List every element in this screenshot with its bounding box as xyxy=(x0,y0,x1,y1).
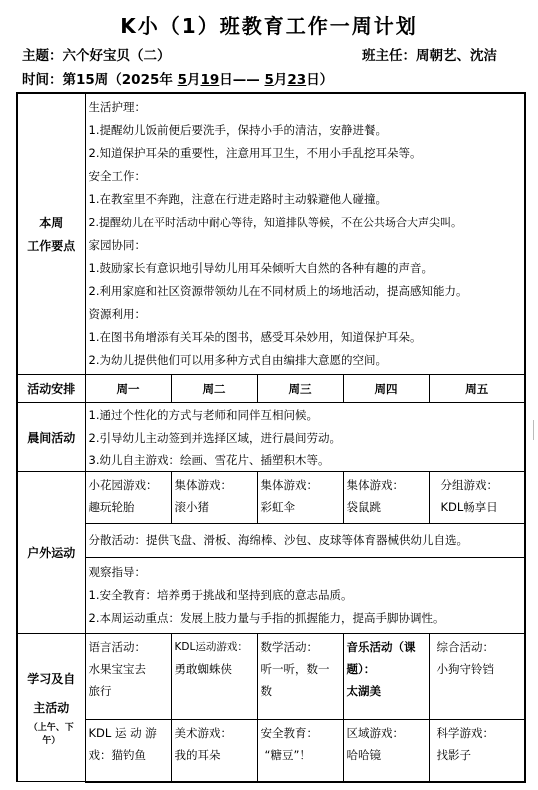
outdoor-cell-wednesday xyxy=(257,472,343,524)
time-week: 第15周（2025年 xyxy=(62,72,173,88)
learning-cell-monday-2 xyxy=(85,720,171,782)
morning-content xyxy=(85,403,525,472)
outdoor-cell-label: 集体游戏： xyxy=(346,478,404,492)
cell-line: 找影子 xyxy=(436,748,471,762)
focus-line: 家园协同： xyxy=(88,238,146,252)
time-day-end-suffix: 日） xyxy=(306,72,334,88)
scatter-text: 分散活动：提供飞盘、滑板、海绵棒、沙包、皮球等体育器械供幼儿自选。 xyxy=(88,533,468,547)
time-label: 时间： xyxy=(22,72,63,88)
teacher-line xyxy=(362,44,497,64)
day-tuesday: 周二 xyxy=(171,375,257,403)
focus-row xyxy=(17,93,525,375)
cell-line: 音乐活动（课 xyxy=(346,640,416,654)
learning-cell-wednesday-2 xyxy=(257,720,343,782)
cell-line: KDL 运 动 游 xyxy=(88,726,157,740)
cell-line: 太湖美 xyxy=(346,684,381,698)
cell-line: 听一听，数一 xyxy=(260,662,330,676)
outdoor-cell-value: 袋鼠跳 xyxy=(346,500,381,514)
cell-line: 哈哈镜 xyxy=(346,748,381,762)
outdoor-cell-label: 小花园游戏： xyxy=(88,478,158,492)
time-month-start-suffix: 月 xyxy=(186,72,201,88)
cell-line: 科学游戏： xyxy=(436,726,494,740)
focus-line: 1.在图书角增添有关耳朵的图书，感受耳朵妙用，知道保护耳朵。 xyxy=(88,330,422,344)
outdoor-scatter-row xyxy=(17,524,525,558)
focus-line: 安全工作： xyxy=(88,169,146,183)
time-day-end: 23 xyxy=(287,72,307,88)
morning-header: 晨间活动 xyxy=(17,403,85,472)
time-line xyxy=(22,68,333,88)
learning-header xyxy=(17,634,85,782)
cell-line: 语言活动： xyxy=(88,640,146,654)
morning-line: 1.通过个性化的方式与老师和同伴互相问候。 xyxy=(88,408,318,422)
focus-content xyxy=(85,93,525,375)
day-wednesday: 周三 xyxy=(257,375,343,403)
focus-header-line2: 工作要点 xyxy=(27,239,76,253)
time-day-start: 19 xyxy=(200,72,220,88)
outdoor-cell-friday xyxy=(429,472,525,524)
theme-label: 主题： xyxy=(22,48,63,64)
cell-line: 戏：猫钓鱼 xyxy=(88,748,146,762)
cell-line: KDL运动游戏： xyxy=(174,641,248,653)
outdoor-observe xyxy=(85,558,525,634)
outdoor-observe-row xyxy=(17,558,525,634)
margin-marker xyxy=(533,420,538,440)
focus-line: 1.提醒幼儿饭前便后要洗手，保持小手的清洁，安静进餐。 xyxy=(88,123,387,137)
cell-line: 区域游戏： xyxy=(346,726,404,740)
time-separator: 日—— xyxy=(219,72,260,88)
learning-cell-thursday-2 xyxy=(343,720,429,782)
schedule-row xyxy=(17,375,525,403)
cell-line: 旅行 xyxy=(88,684,112,698)
learning-cell-wednesday xyxy=(257,634,343,720)
learning-cell-friday xyxy=(429,634,525,720)
cell-line: 数学活动： xyxy=(260,640,318,654)
observe-line: 观察指导： xyxy=(88,565,146,579)
focus-line: 生活护理： xyxy=(88,100,146,114)
focus-line: 1.在教室里不奔跑，注意在行进走路时主动躲避他人碰撞。 xyxy=(88,192,387,206)
focus-line: 资源利用： xyxy=(88,307,146,321)
learning-note-line2: 午） xyxy=(42,735,61,746)
outdoor-scatter xyxy=(85,524,525,558)
outdoor-cell-label: 集体游戏： xyxy=(260,478,318,492)
cell-line: 勇敢蜘蛛侠 xyxy=(174,662,232,676)
learning-note-line1: （上午、下 xyxy=(28,722,74,733)
outdoor-cell-thursday xyxy=(343,472,429,524)
cell-line: 安全教育： xyxy=(260,726,318,740)
cell-line: 数 xyxy=(260,684,272,698)
theme-value: 六个好宝贝（二） xyxy=(62,48,171,64)
cell-line: 美术游戏： xyxy=(174,726,232,740)
morning-row xyxy=(17,403,525,472)
outdoor-cell-value: KDL畅享日 xyxy=(440,500,498,514)
learning-cell-friday-2 xyxy=(429,720,525,782)
time-month-end: 5 xyxy=(264,72,274,88)
cell-line: 水果宝宝去 xyxy=(88,662,146,676)
outdoor-cell-label: 分组游戏： xyxy=(440,478,498,492)
morning-line: 3.幼儿自主游戏：绘画、雪花片、插塑积木等。 xyxy=(88,453,330,467)
day-friday: 周五 xyxy=(429,375,525,403)
focus-header xyxy=(17,93,85,375)
cell-line: 小狗守铃铛 xyxy=(436,662,494,676)
learning-header-line1: 学习及自 xyxy=(27,671,76,686)
learning-cell-tuesday xyxy=(171,634,257,720)
morning-line: 2.引导幼儿主动签到并选择区域，进行晨间劳动。 xyxy=(88,431,341,445)
day-thursday: 周四 xyxy=(343,375,429,403)
learning-cell-thursday xyxy=(343,634,429,720)
focus-line: 2.利用家庭和社区资源带领幼儿在不同材质上的场地活动，提高感知能力。 xyxy=(88,284,468,298)
learning-cell-monday xyxy=(85,634,171,720)
focus-header-line1: 本周 xyxy=(39,216,64,230)
focus-line: 2.为幼儿提供他们可以用多种方式自由编排大意愿的空间。 xyxy=(88,353,387,367)
time-month-start: 5 xyxy=(177,72,187,88)
learning-row-2 xyxy=(17,720,525,782)
learning-header-line2: 主活动 xyxy=(33,700,70,715)
time-month-end-suffix: 月 xyxy=(273,72,288,88)
learning-row-1 xyxy=(17,634,525,720)
focus-line: 2.提醒幼儿在平时活动中耐心等待，知道排队等候，不在公共场合大声尖叫。 xyxy=(88,216,462,229)
cell-line: 题）： xyxy=(346,662,376,676)
outdoor-cell-label: 集体游戏： xyxy=(174,478,232,492)
weekly-plan-table xyxy=(16,92,526,783)
day-monday: 周一 xyxy=(85,375,171,403)
outdoor-cell-tuesday xyxy=(171,472,257,524)
page-title: K小（1）班教育工作一周计划 xyxy=(120,14,418,38)
theme-line xyxy=(22,44,171,64)
outdoor-cell-monday xyxy=(85,472,171,524)
focus-line: 1.鼓励家长有意识地引导幼儿用耳朵倾听大自然的各种有趣的声音。 xyxy=(88,261,433,275)
outdoor-cell-value: 滚小猪 xyxy=(174,500,209,514)
teacher-value: 周朝艺、沈洁 xyxy=(416,48,497,64)
learning-cell-tuesday-2 xyxy=(171,720,257,782)
outdoor-cell-value: 趣玩轮胎 xyxy=(88,500,135,514)
schedule-header: 活动安排 xyxy=(17,375,85,403)
cell-line: 综合活动： xyxy=(436,640,494,654)
outdoor-games-row xyxy=(17,472,525,524)
outdoor-header: 户外运动 xyxy=(17,472,85,634)
cell-line: “糖豆”！ xyxy=(264,748,311,762)
focus-line: 2.知道保护耳朵的重要性，注意用耳卫生，不用小手乱挖耳朵等。 xyxy=(88,146,422,160)
teacher-label: 班主任： xyxy=(362,48,416,64)
observe-line: 2.本周运动重点：发展上肢力量与手指的抓握能力，提高手脚协调性。 xyxy=(88,611,445,625)
outdoor-cell-value: 彩虹伞 xyxy=(260,500,295,514)
observe-line: 1.安全教育：培养勇于挑战和坚持到底的意志品质。 xyxy=(88,588,353,602)
cell-line: 我的耳朵 xyxy=(174,748,221,762)
